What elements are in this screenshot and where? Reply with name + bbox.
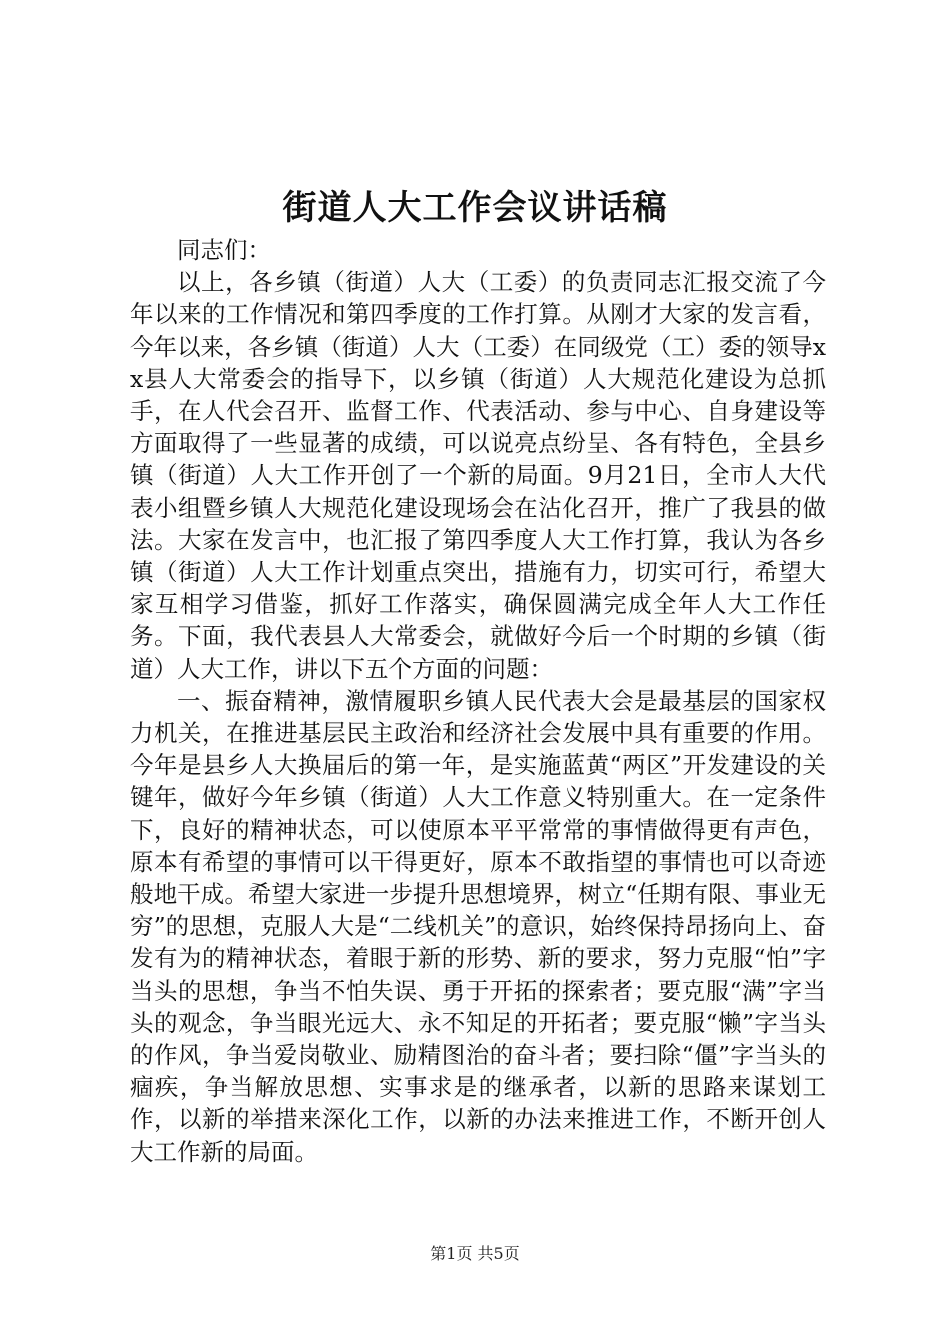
section-one-paragraph: 一、振奋精神，激情履职乡镇人民代表大会是最基层的国家权力机关，在推进基层民主政治和经济社会发展中具有重要的作用。今年是县乡人大换届后的第一年，是实施蓝黄“两区”开发建设的关键年，做好今年乡镇（街道）人大工作意义特别重大。在一定条件下，良好的精神状态，可以使原本平平常常的事情做得更有声色，原本有希望的事情可以干得更好，原本不敢指望的事情也可以奇迹般地干成。希望大家进一步提升思想境界，树立“任期有限、事业无穷”的思想，克服人大是“二线机关”的意识，始终保持昂扬向上、奋发有为的精神状态，着眼于新的形势、新的要求，努力克服“怕”字当头的思想，争当不怕失误、勇于开拓的探索者；要克服“满”字当头的观念，争当眼光远大、永不知足的开拓者；要克服“懒”字当头的作风，争当爱岗敬业、励精图治的奋斗者；要扫除“僵”字当头的痼疾，争当解放思想、实事求是的继承者，以新的思路来谋划工作，以新的举措来深化工作，以新的办法来推进工作，不断开创人大工作新的局面。 bbox=[130, 686, 826, 1166]
salutation-paragraph: 同志们： bbox=[177, 236, 271, 264]
document-body bbox=[130, 234, 826, 1168]
intro-paragraph: 以上，各乡镇（街道）人大（工委）的负责同志汇报交流了今年以来的工作情况和第四季度的工作打算。从刚才大家的发言看，今年以来，各乡镇（街道）人大（工委）在同级党（工）委的领导xx县人大常委会的指导下，以乡镇（街道）人大规范化建设为总抓手，在人代会召开、监督工作、代表活动、参与中心、自身建设等方面取得了一些显著的成绩，可以说亮点纷呈、各有特色，全县乡镇（街道）人大工作开创了一个新的局面。9月21日，全市人大代表小组暨乡镇人大规范化建设现场会在沾化召开，推广了我县的做法。大家在发言中，也汇报了第四季度人大工作打算，我认为各乡镇（街道）人大工作计划重点突出，措施有力，切实可行，希望大家互相学习借鉴，抓好工作落实，确保圆满完成全年人大工作任务。下面，我代表县人大常委会，就做好今后一个时期的乡镇（街道）人大工作，讲以下五个方面的问题： bbox=[130, 268, 826, 683]
document-title: 街道人大工作会议讲话稿 bbox=[282, 188, 668, 228]
page-number-footer: 第1页 共5页 bbox=[430, 1244, 520, 1263]
